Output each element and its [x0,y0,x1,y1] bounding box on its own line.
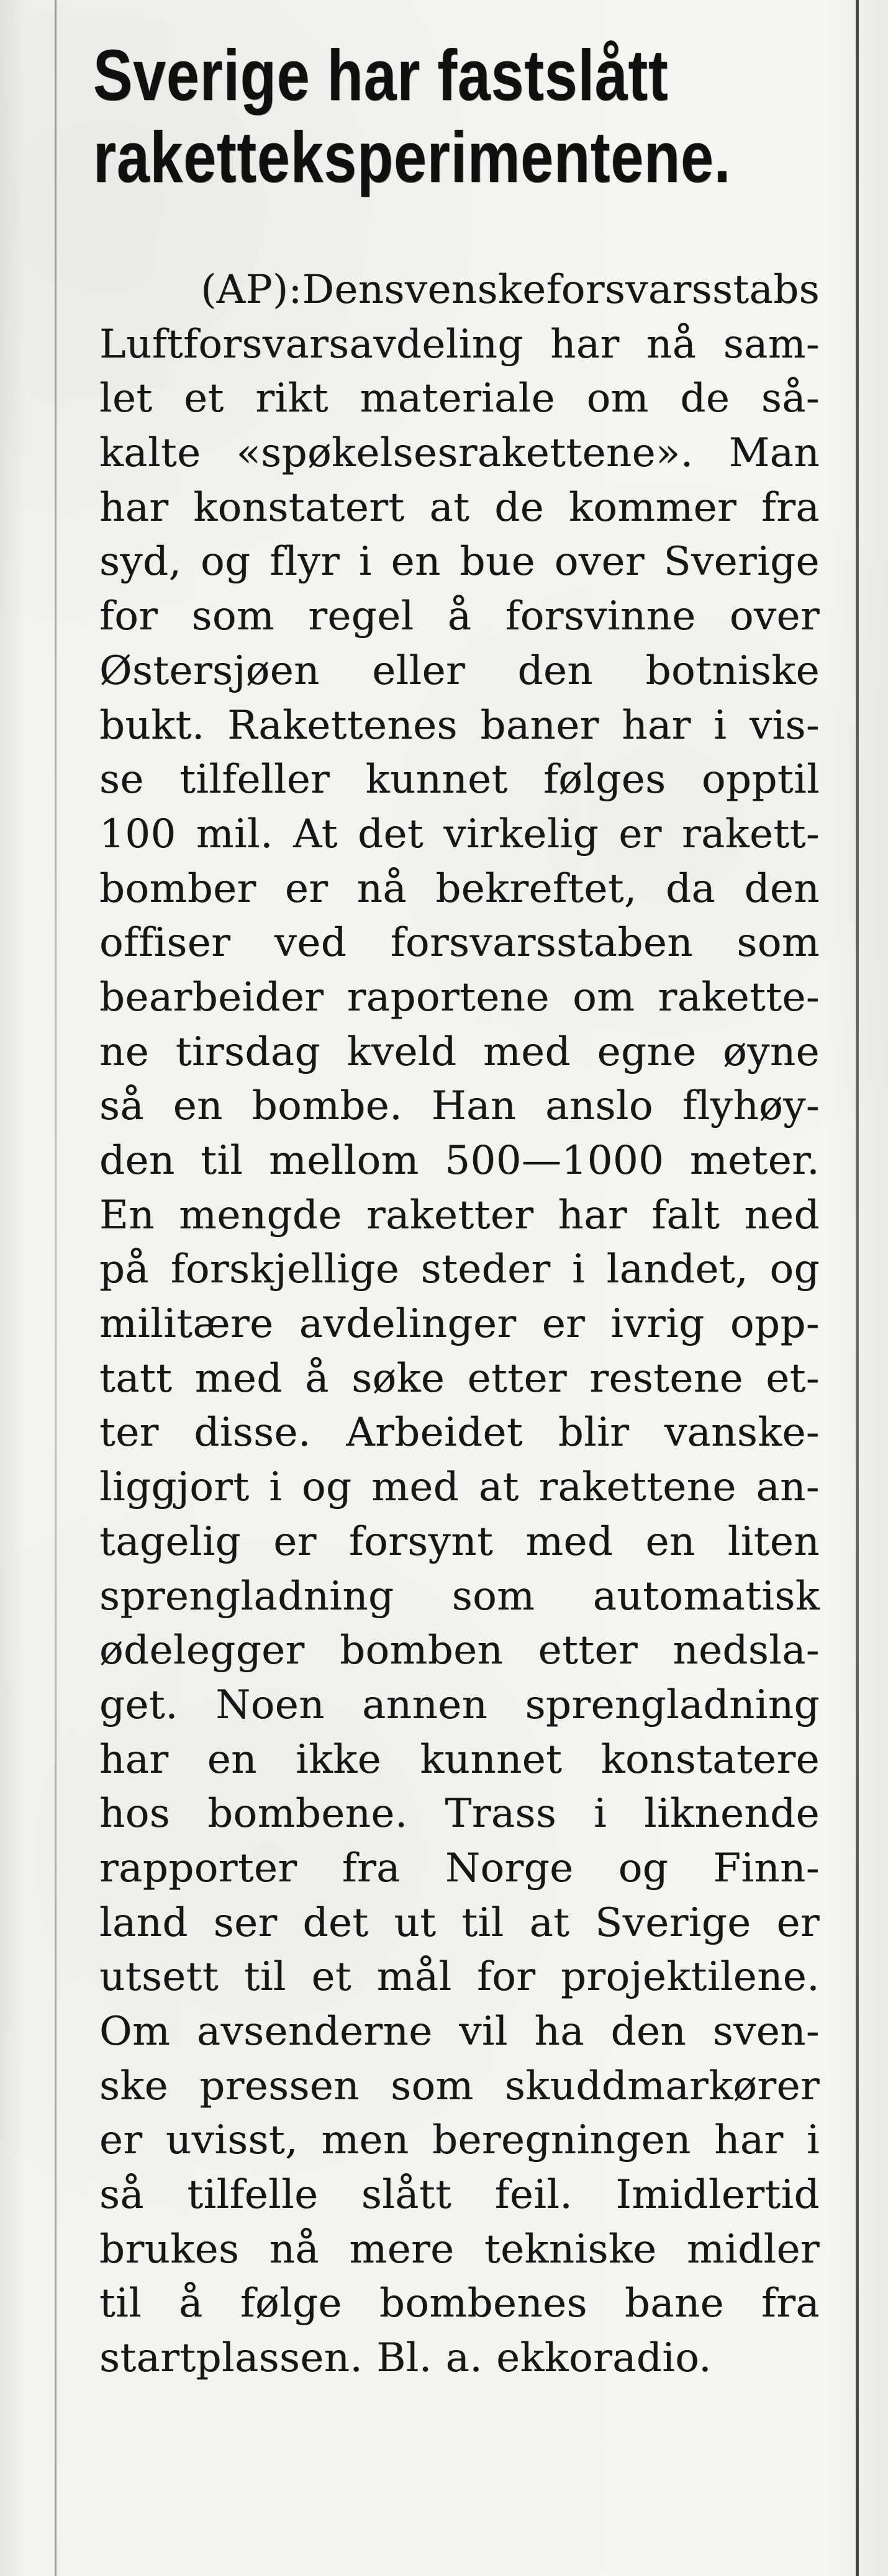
article-word: kommer [568,484,737,531]
article-word: bomben [340,1628,504,1674]
article-word: an- [756,1464,820,1511]
article-word: og [769,1246,820,1293]
article-word: steder [420,1246,551,1293]
article-word: er [273,1518,317,1565]
article-word: Sverige [595,1899,751,1946]
article-line [99,699,820,754]
article-word: å [447,593,472,640]
article-word: til [243,1954,286,2001]
article-line [99,1950,820,2005]
article-word: Bl. [376,2335,432,2382]
article-word: ødelegger [99,1628,305,1674]
article-word: sprengladning [525,1682,820,1728]
article-word: ter [99,1410,159,1456]
article-word: i [807,2117,820,2164]
article-word: som [451,1573,535,1619]
article-word: flyhøy- [682,1083,820,1130]
article-word: anslo [545,1083,653,1130]
article-word: forsvarsstaben [390,920,693,966]
article-word: tekniske [484,2226,657,2272]
article-word: er [284,865,328,912]
article-word: slått [361,2172,452,2218]
article-word: regel [308,593,414,640]
article-line [99,753,820,808]
article-word: så- [761,376,820,422]
article-word: sam- [723,321,820,367]
article-word: Om [99,2009,171,2055]
article-word: fra [761,484,820,531]
article-word: kveld [347,1029,457,1075]
article-line [99,263,820,318]
article-line [99,1406,820,1461]
article-word: om [573,974,635,1020]
article-word: bukt. [99,702,205,749]
article-word: over [554,539,645,585]
article-line [99,1079,820,1134]
article-word: liknende [644,1791,820,1837]
article-word: rakettene [538,1464,736,1511]
article-word: En [99,1192,155,1238]
article-word: som [736,920,820,966]
headline-line-2: raketteksperimentene. [93,117,732,197]
article-word: rikt [255,376,328,422]
article-word: følges [543,757,666,803]
article-word: raketter [366,1192,534,1238]
article-word: at [529,1899,570,1946]
article-word: i [594,1791,607,1837]
article-word: de [680,376,730,422]
article-word: den [99,1138,175,1184]
article-word: så [99,1083,144,1130]
article-word: med [194,1355,283,1402]
article-word: følge [240,2281,342,2327]
article-line [99,2168,820,2223]
article-word: konstatert [193,484,405,531]
article-word: etter [467,1355,567,1402]
article-word: landet, [606,1246,748,1293]
article-word: skuddmarkører [504,2063,820,2109]
article-word: Den [302,267,384,313]
headline-line-1: Sverige har fastslått [93,35,669,115]
article-word: mellom [268,1138,419,1184]
article-word: kunnet [365,757,508,803]
article-word: liten [727,1518,820,1565]
article-word: er [618,811,662,857]
article-word: den [610,2009,687,2055]
article-line [99,372,820,426]
article-word: svenske [384,267,546,313]
article-word: Man [728,430,820,477]
article-word: falt [651,1192,720,1238]
article-line [99,590,820,644]
headline [93,34,732,198]
article-word: en [391,539,441,585]
article-word: et [311,1954,352,2001]
article-line [99,2223,820,2277]
article-word: ne [99,1029,150,1075]
article-word: opptil [701,757,820,803]
article-word: pressen [199,2063,360,2109]
article-word: blir [558,1410,630,1456]
article-line [99,1678,820,1733]
article-line [99,808,820,862]
article-line [99,2114,820,2168]
article-word: land [99,1899,188,1946]
left-column-rule [55,0,57,2576]
article-word: har [99,1736,169,1783]
article-word: en [173,1083,223,1130]
article-word: nå [646,321,697,367]
article-word: disse. [194,1410,311,1456]
article-word: forsvarsstabs [546,267,820,313]
article-word: midler [686,2226,820,2272]
article-line [99,1733,820,1788]
article-word: se [99,757,144,803]
article-word: i [714,702,727,749]
article-word: etter [538,1628,638,1674]
article-word: vil [459,2009,508,2055]
article-line [99,1025,820,1080]
article-word: sprengladning [99,1573,394,1619]
article-word: meter. [689,1138,820,1184]
article-line [99,1570,820,1624]
article-word: tilfeller [179,757,330,803]
article-word: bombe. [251,1083,402,1130]
article-word: militære [99,1301,274,1348]
article-word: ekkoradio. [496,2335,712,2382]
article-word: Norge [445,1845,574,1891]
article-word: at [478,1464,519,1511]
article-word: med [371,1464,460,1511]
article-word: bombene. [207,1791,408,1837]
article-word: avsenderne [196,2009,433,2055]
article-line [99,2060,820,2114]
article-word: Finn- [713,1845,820,1891]
article-word: en [207,1736,257,1783]
article-word: liggjort [99,1464,250,1511]
article-word: er [776,1899,820,1946]
article-word: feil. [494,2172,573,2218]
article-word: nedsla- [673,1628,820,1674]
article-line [99,2277,820,2331]
article-word: Luftforsvarsavdeling [99,321,523,367]
article-line [99,971,820,1025]
article-word: bue [460,539,536,585]
article-word: i [572,1246,586,1293]
article-word: avdelinger [299,1301,517,1348]
article-word: til [461,1899,504,1946]
article-word: ser [213,1899,278,1946]
article-word: i [358,539,372,585]
article-word: projektilene. [560,1954,820,2001]
article-line [99,2005,820,2060]
article-word: en [645,1518,695,1565]
article-word: for [99,593,158,640]
article-word: har [714,2117,784,2164]
article-word: Imidlertid [615,2172,820,2218]
article-word: som [191,593,275,640]
article-line [99,2331,820,2386]
article-word: uvisst, [165,2117,298,2164]
article-line [99,1134,820,1189]
article-line [99,1787,820,1842]
article-word: om [586,376,649,422]
article-word: vanske- [664,1410,820,1456]
article-word: At [293,811,338,857]
article-word: over [729,593,820,640]
article-word: a. [445,2335,483,2382]
article-word: nå [269,2226,320,2272]
article-word: eller [372,647,466,694]
article-word: raportene [347,974,550,1020]
article-word: virkelig [443,811,599,857]
article-word: 100 [99,811,176,857]
article-word: den [517,647,594,694]
article-word: mengde [179,1192,342,1238]
article-word: er [541,1301,586,1348]
article-word: annen [362,1682,488,1728]
article-word: så [99,2172,144,2218]
article-word: da [666,865,716,912]
article-line [99,1461,820,1515]
article-word: Østersjøen [99,647,320,694]
article-word: mål [376,1954,452,2001]
article-word: ikke [296,1736,382,1783]
article-word: det [302,1899,369,1946]
article-word: nå [356,865,407,912]
article-word: det [358,811,424,857]
article-word: egne [597,1029,697,1075]
article-word: tirsdag [175,1029,320,1075]
article-line [99,1624,820,1678]
article-word: offiser [99,920,231,966]
article-line [99,426,820,481]
article-word: ivrig [610,1301,705,1348]
article-word: startplassen. [99,2335,363,2382]
article-word: fra [342,1845,401,1891]
article-word: ske [99,2063,168,2109]
article-line [99,862,820,917]
article-line [99,1243,820,1297]
article-word: forskjellige [170,1246,400,1293]
article-word: 500—1000 [445,1138,664,1184]
article-word: forsynt [348,1518,494,1565]
article-word: bombenes [379,2281,587,2327]
article-word: rakette- [658,974,820,1020]
article-word: har [558,1192,627,1238]
article-word: på [99,1246,150,1293]
article-word: hos [99,1791,171,1837]
article-word: ha [534,2009,584,2055]
article-word: et- [766,1355,820,1402]
article-word: er [99,2117,143,2164]
article-word: har [550,321,620,367]
article-word: for [477,1954,536,2001]
article-word: sven- [712,2009,820,2055]
article-word: ut [394,1899,437,1946]
article-word: bane [624,2281,725,2327]
article-line [99,535,820,590]
article-word: rapporter [99,1845,297,1891]
article-word: men [321,2117,409,2164]
article-word: opp- [730,1301,820,1348]
article-line [99,1189,820,1243]
article-word: Rakettenes [227,702,458,749]
article-word: å [305,1355,329,1402]
article-word: at [429,484,470,531]
article-word: materiale [360,376,555,422]
article-line [99,644,820,699]
article-word: flyr [270,539,340,585]
article-word: brukes [99,2226,240,2272]
article-word: kalte [99,430,201,477]
article-line [99,481,820,536]
article-word: Arbeidet [346,1410,523,1456]
article-word: botniske [645,647,820,694]
article-word: Noen [215,1682,325,1728]
article-word: tatt [99,1355,173,1402]
article-word: baner [480,702,599,749]
article-word: ned [744,1192,820,1238]
article-line [99,916,820,971]
article-word: til [201,1138,243,1184]
article-word: get. [99,1682,178,1728]
article-word: til [99,2281,142,2327]
article-word: og [618,1845,669,1891]
article-word: mere [349,2226,455,2272]
article-body [99,263,820,2386]
article-word: med [483,1029,571,1075]
article-line [99,1352,820,1407]
article-line [99,1515,820,1570]
article-word: søke [351,1355,445,1402]
article-word: har [622,702,691,749]
article-word: mil. [196,811,273,857]
article-word: bearbeider [99,974,324,1020]
article-line [99,318,820,372]
article-word: forsvinne [505,593,696,640]
article-word: vis- [749,702,820,749]
article-word: i [269,1464,283,1511]
article-word: kunnet [420,1736,563,1783]
article-word: øyne [723,1029,820,1075]
article-word: tagelig [99,1518,242,1565]
article-word: Han [431,1083,517,1130]
article-line [99,1842,820,1896]
article-word: rakett- [681,811,820,857]
article-word: som [391,2063,474,2109]
right-column-rule [856,0,859,2576]
article-word: automatisk [592,1573,820,1619]
article-word: (AP): [201,267,302,313]
article-word: fra [761,2281,820,2327]
article-word: syd, [99,539,182,585]
article-word: «spøkelsesrakettene». [236,430,694,477]
article-word: restene [589,1355,743,1402]
article-line [99,1896,820,1951]
article-word: et [184,376,224,422]
article-word: ved [274,920,347,966]
article-word: bomber [99,865,256,912]
article-line [99,1297,820,1352]
article-word: å [179,2281,203,2327]
article-word: beregningen [432,2117,691,2164]
article-word: og [201,539,251,585]
article-word: med [525,1518,614,1565]
article-word: konstatere [600,1736,820,1783]
article-word: tilfelle [187,2172,319,2218]
article-word: bekreftet, [435,865,637,912]
article-word: har [99,484,169,531]
article-word: de [494,484,545,531]
article-word: Trass [445,1791,557,1837]
article-word: let [99,376,153,422]
article-word: og [301,1464,352,1511]
article-word: utsett [99,1954,219,2001]
article-word: den [744,865,820,912]
article-word: Sverige [663,539,820,585]
